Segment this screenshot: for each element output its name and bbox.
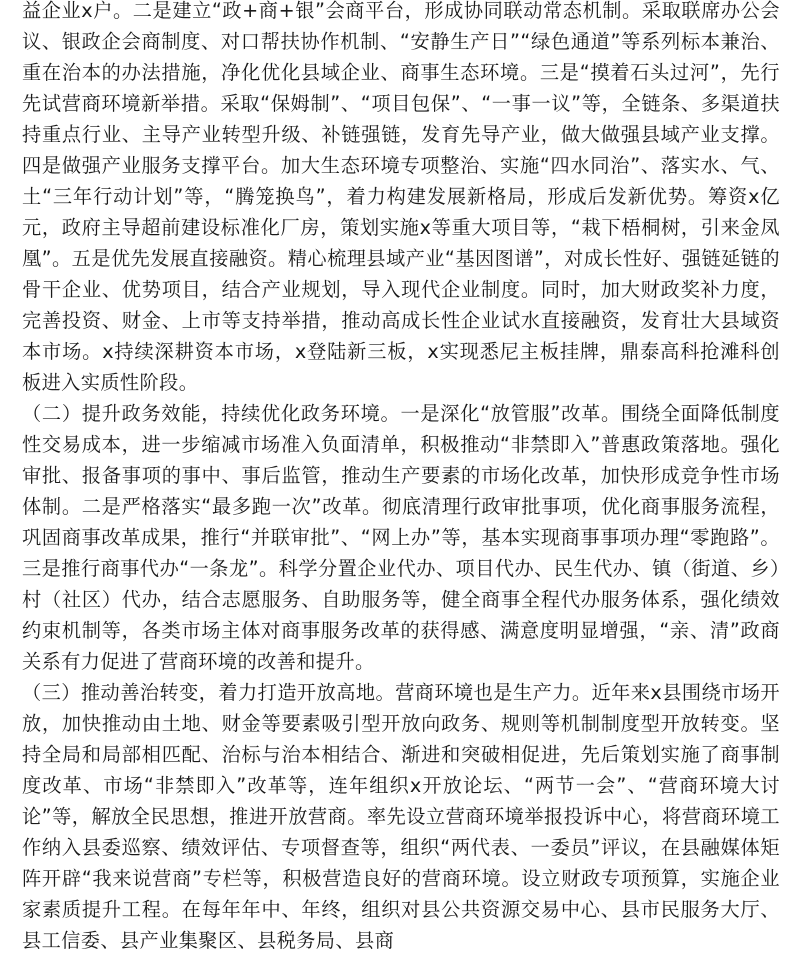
paragraph-continued: 益企业x户。二是建立“政+商+银”会商平台，形成协同联动常态机制。采取联席办公会议、银政企会商制度、对口帮扶协作机制、“安静生产日”“绿色通道”等系列标本兼治、重在治本的办法措施，净化优化县域企业、商事生态环境。三是“摸着石头过河”，先行先试营商环境新举措。采取“保姆制”、“项目包保”、“一事一议”等，全链条、多渠道扶持重点行业、主导产业转型升级、补链强链，发育先导产业，做大做强县域产业支撑。四是做强产业服务支撑平台。加大生态环境专项整治、实施“四水同治”、落实水、气、土“三年行动计划”等，“腾笼换鸟”，着力构建发展新格局，形成后发新优势。筹资x亿元，政府主导超前建设标准化厂房，策划实施x等重大项目等，“栽下梧桐树，引来金凤凰”。五是优先发展直接融资。精心梳理县域产业“基因图谱”，对成长性好、强链延链的骨干企业、优势项目，结合产业规划，导入现代企业制度。同时，加大财政奖补力度，完善投资、财金、上市等支持举措，推动高成长性企业试水直接融资，发育壮大县域资本市场。x持续深耕资本市场，x登陆新三板，x实现悉尼主板挂牌，鼎泰高科抢滩科创板进入实质性阶段。 (22, 0, 780, 394)
paragraph-section-3: （三）推动善治转变，着力打造开放高地。营商环境也是生产力。近年来x县围绕市场开放，加快推动由土地、财金等要素吸引型开放向政务、规则等机制制度型开放转变。坚持全局和局部相匹配、治标与治本相结合、渐进和突破相促进，先后策划实施了商事制度改革、市场“非禁即入”改革等，连年组织x开放论坛、“两节一会”、“营商环境大讨论”等，解放全民思想，推进开放营商。率先设立营商环境举报投诉中心，将营商环境工作纳入县委巡察、绩效评估、专项督查等，组织“两代表、一委员”评议，在县融媒体矩阵开辟“我来说营商”专栏等，积极营造良好的营商环境。设立财政专项预算，实施企业家素质提升工程。在每年年中、年终，组织对县公共资源交易中心、县市民服务大厅、县工信委、县产业集聚区、县税务局、县商 (22, 681, 780, 952)
document-body (22, 0, 780, 956)
paragraph-section-2: （二）提升政务效能，持续优化政务环境。一是深化“放管服”改革。围绕全面降低制度性交易成本，进一步缩减市场准入负面清单，积极推动“非禁即入”普惠政策落地。强化审批、报备事项的事中、事后监管，推动生产要素的市场化改革，加快形成竞争性市场体制。二是严格落实“最多跑一次”改革。彻底清理行政审批事项，优化商事服务流程，巩固商事改革成果，推行“并联审批”、“网上办”等，基本实现商事事项办理“零跑路”。三是推行商事代办“一条龙”。科学分置企业代办、项目代办、民生代办、镇（街道、乡）村（社区）代办，结合志愿服务、自助服务等，健全商事全程代办服务体系，强化绩效约束机制等，各类市场主体对商事服务改革的获得感、满意度明显增强，“亲、清”政商关系有力促进了营商环境的改善和提升。 (22, 402, 780, 673)
